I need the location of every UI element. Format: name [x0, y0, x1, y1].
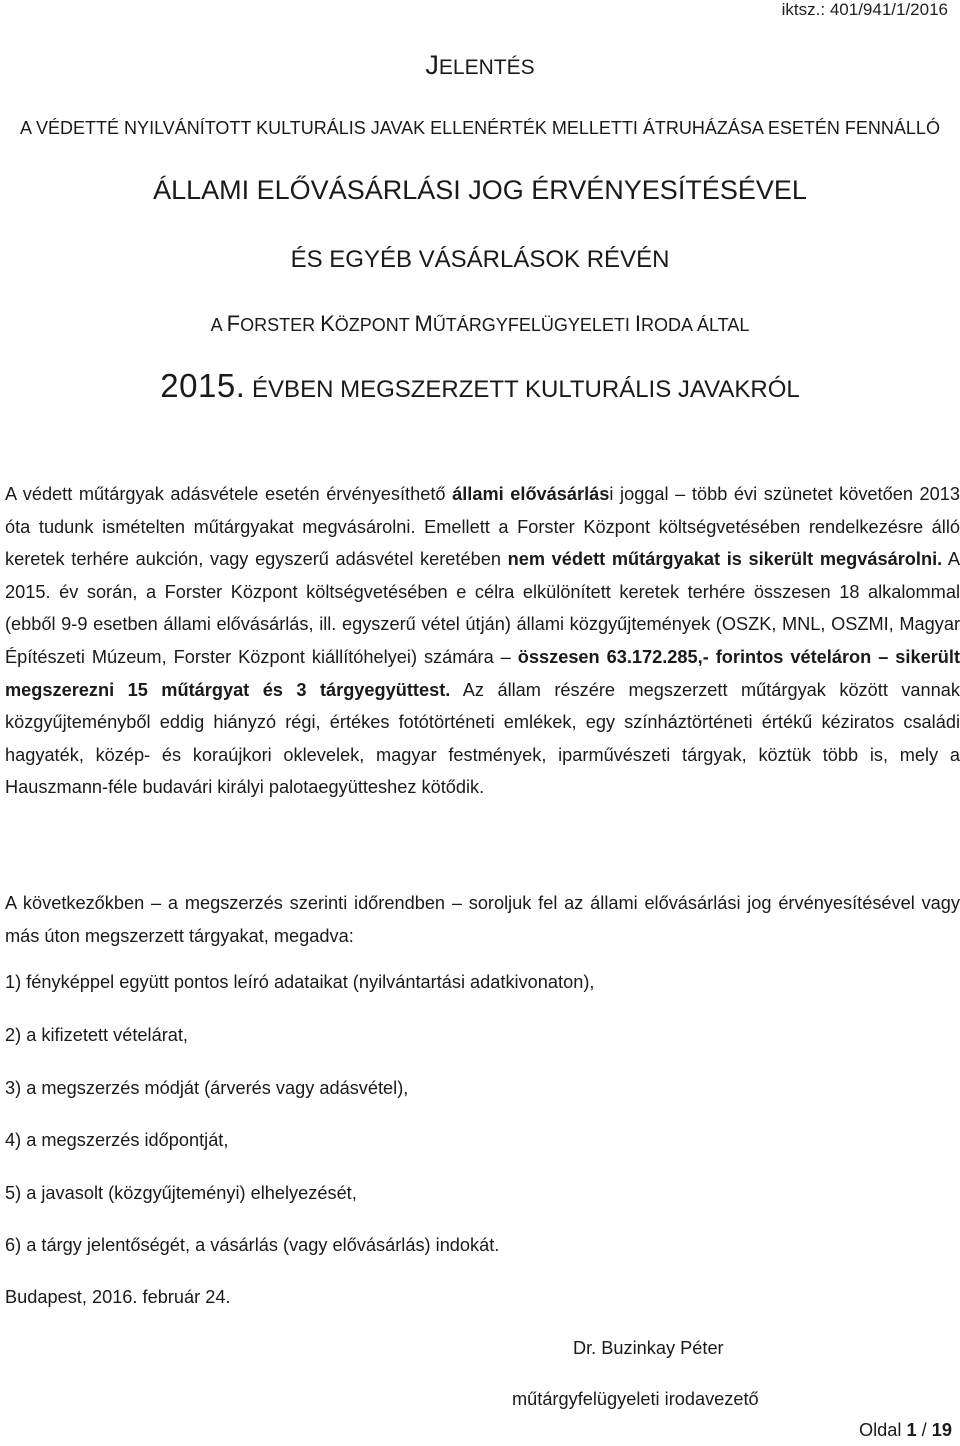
report-title: JELENTÉS: [425, 50, 535, 80]
list-item: 4) a megszerzés időpontját,: [5, 1130, 229, 1150]
title-line-5: A FORSTER KÖZPONT MŰTÁRGYFELÜGYELETI IRODA ÁLTAL: [210, 311, 750, 336]
signatory-name: Dr. Buzinkay Péter: [573, 1338, 724, 1358]
list-item: 5) a javasolt (közgyűjteményi) elhelyezését,: [5, 1183, 357, 1203]
document-reference-number: iktsz.: 401/941/1/2016: [781, 0, 948, 19]
title-line-4: ÉS EGYÉB VÁSÁRLÁSOK RÉVÉN: [290, 246, 670, 273]
list-item: 1) fényképpel együtt pontos leíró adataikat (nyilvántartási adatkivonaton),: [5, 972, 595, 992]
title-line-2: A VÉDETTÉ NYILVÁNÍTOTT KULTURÁLIS JAVAK ELLENÉRTÉK MELLETTI ÁTRUHÁZÁSA ESETÉN FENNÁLLÓ: [20, 118, 940, 138]
title-line-6: 2015. ÉVBEN MEGSZERZETT KULTURÁLIS JAVAKRÓL: [160, 367, 800, 404]
list-intro-paragraph: A következőkben – a megszerzés szerinti időrendben – soroljuk fel az állami elővásárlási jog érvényesítésével vagy más úton megszerzett tárgyakat, megadva:: [5, 893, 960, 946]
list-item: 2) a kifizetett vételárat,: [5, 1025, 188, 1045]
page-number: Oldal 1 / 19: [858, 1420, 952, 1440]
document-date: Budapest, 2016. február 24.: [5, 1287, 231, 1307]
list-item: 3) a megszerzés módját (árverés vagy adásvétel),: [5, 1078, 409, 1098]
signatory-role: műtárgyfelügyeleti irodavezető: [512, 1389, 759, 1409]
title-line-3: ÁLLAMI ELŐVÁSÁRLÁSI JOG ÉRVÉNYESÍTÉSÉVEL: [153, 175, 807, 205]
list-item: 6) a tárgy jelentőségét, a vásárlás (vagy elővásárlás) indokát.: [5, 1235, 500, 1255]
intro-paragraph: A védett műtárgyak adásvétele esetén érvényesíthető állami elővásárlási joggal – több évi szünetet követően 2013 óta tudunk ismételten műtárgyakat megvásárolni. Emellett a Forster Központ költségvetésében rendelkezésre álló keretek terhére aukción, vagy egyszerű adásvétel keretében nem védett műtárgyakat is sikerült megvásárolni. A 2015. év során, a Forster Központ költségvetésében e célra elkülönített keretek terhére összesen 18 alkalommal (ebből 9-9 esetben állami elővásárlás, ill. egyszerű vétel útján) állami közgyűjtemények (OSZK, MNL, OSZMI, Magyar Építészeti Múzeum, Forster Központ kiállítóhelyei) számára – összesen 63.172.285,- forintos vételáron – sikerült megszerezni 15 műtárgyat és 3 tárgyegyüttest. Az állam részére megszerzett műtárgyak között vannak közgyűjteményből eddig hiányzó régi, értékes fotótörténeti emlékek, egy színháztörténeti értékű kéziratos családi hagyaték, közép- és koraújkori oklevelek, magyar festmények, iparművészeti tárgyak, köztük több is, mely a Hauszmann-féle budavári királyi palotaegyütteshez kötődik.: [5, 484, 960, 798]
